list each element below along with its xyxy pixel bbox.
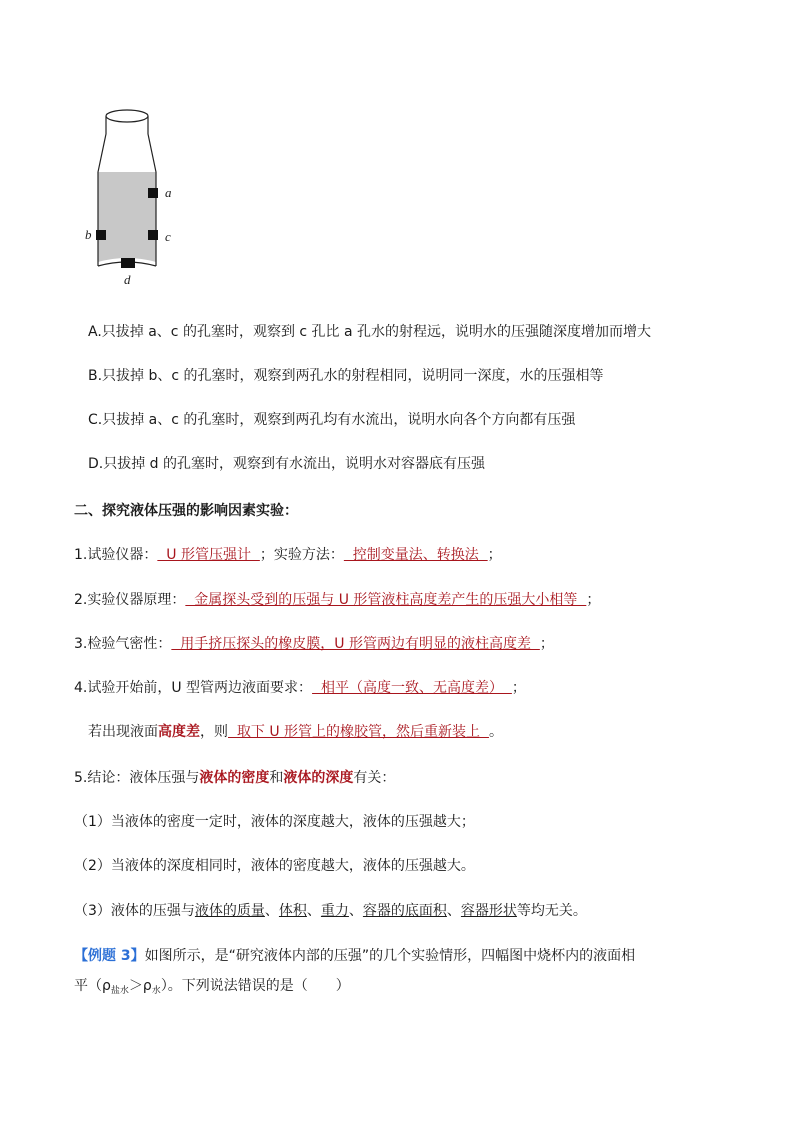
item-4-end: ； xyxy=(511,680,526,696)
item-3-text: 3.检验气密性： xyxy=(74,636,172,652)
example-3-text: 如图所示，是“研究液体内部的压强”的几个实验情形，四幅图中烧杯内的液面相 xyxy=(144,948,636,964)
item-5-keyword-density: 液体的密度 xyxy=(199,770,270,786)
item-4 xyxy=(74,678,526,698)
conclusion-3-end: 等均无关。 xyxy=(516,903,587,919)
conclusion-3-gravity: 重力 xyxy=(320,903,349,919)
item-4-text: 4.试验开始前，U 型管两边液面要求： xyxy=(74,680,313,696)
container-diagram xyxy=(84,104,194,289)
item-4-answer: 相平（高度一致、无高度差） xyxy=(312,680,512,696)
item-4-followup-text: 若出现液面 xyxy=(88,724,158,740)
item-1-answer-1: U 形管压强计 xyxy=(157,547,260,563)
conclusion-3-sep: 、 xyxy=(446,903,461,919)
item-2-text: 2.实验仪器原理： xyxy=(74,592,186,608)
option-b: B.只拔掉 b、c 的孔塞时，观察到两孔水的射程相同，说明同一深度，水的压强相等 xyxy=(88,368,604,384)
label-c: c xyxy=(165,229,171,244)
example-3-text-3: ＞ρ xyxy=(128,978,152,994)
item-4-keyword: 高度差 xyxy=(158,724,200,740)
example-3-sub-saltwater: 盐水 xyxy=(110,986,129,996)
item-1-answer-2: 控制变量法、转换法 xyxy=(343,547,488,563)
label-a: a xyxy=(165,185,172,200)
section-title: 二、探究液体压强的影响因素实验： xyxy=(74,503,298,519)
item-4-followup-answer: 取下 U 形管上的橡胶管，然后重新装上 xyxy=(228,724,489,740)
bottle-mouth xyxy=(106,110,148,122)
conclusion-3-sep: 、 xyxy=(264,903,279,919)
item-2-end: ； xyxy=(586,592,601,608)
item-5-text-2: 和 xyxy=(269,770,284,786)
hole-b xyxy=(96,230,106,240)
item-1-text-2: ；实验方法： xyxy=(259,547,344,563)
option-c: C.只拔掉 a、c 的孔塞时，观察到两孔均有水流出，说明水向各个方向都有压强 xyxy=(88,412,576,428)
item-2 xyxy=(74,590,600,610)
option-d: D.只拔掉 d 的孔塞时，观察到有水流出，说明水对容器底有压强 xyxy=(88,456,486,472)
hole-a xyxy=(148,188,158,198)
item-1-end: ； xyxy=(487,547,502,563)
example-3-line-1 xyxy=(74,946,635,966)
item-5-end: 有关： xyxy=(353,770,396,786)
conclusion-3-text: （3）液体的压强与 xyxy=(74,903,195,919)
item-3-answer: 用手挤压探头的橡皮膜，U 形管两边有明显的液柱高度差 xyxy=(171,636,540,652)
example-3-sub-water: 水 xyxy=(151,986,161,996)
conclusion-3-shape: 容器形状 xyxy=(460,903,517,919)
option-a: A.只拔掉 a、c 的孔塞时，观察到 c 孔比 a 孔水的射程远，说明水的压强随深度增加而增大 xyxy=(88,324,652,340)
item-3 xyxy=(74,634,554,654)
label-b: b xyxy=(85,227,92,242)
example-3-tag: 【例题 3】 xyxy=(74,948,145,964)
item-4-followup xyxy=(88,722,503,742)
hole-c xyxy=(148,230,158,240)
conclusion-2: （2）当液体的深度相同时，液体的密度越大，液体的压强越大。 xyxy=(74,858,475,874)
example-3-line-2 xyxy=(74,976,350,1001)
item-4-followup-text-2: ，则 xyxy=(200,724,228,740)
hole-d xyxy=(121,258,135,268)
item-5 xyxy=(74,768,395,788)
example-3-text-2: 平（ρ xyxy=(74,978,111,994)
conclusion-3-volume: 体积 xyxy=(278,903,307,919)
conclusion-3 xyxy=(74,901,587,921)
item-1 xyxy=(74,545,502,565)
conclusion-3-base-area: 容器的底面积 xyxy=(362,903,447,919)
conclusion-3-mass: 液体的质量 xyxy=(194,903,265,919)
container-figure xyxy=(84,104,194,293)
conclusion-1: （1）当液体的密度一定时，液体的深度越大，液体的压强越大； xyxy=(74,814,475,830)
conclusion-3-sep: 、 xyxy=(306,903,321,919)
item-5-keyword-depth: 液体的深度 xyxy=(283,770,354,786)
label-d: d xyxy=(124,272,131,287)
example-3-text-4: ）。下列说法错误的是（ ） xyxy=(160,978,350,994)
item-1-text: 1.试验仪器： xyxy=(74,547,158,563)
item-2-answer: 金属探头受到的压强与 U 形管液柱高度差产生的压强大小相等 xyxy=(185,592,587,608)
item-4-followup-end: 。 xyxy=(488,724,503,740)
conclusion-3-sep: 、 xyxy=(348,903,363,919)
water xyxy=(98,172,156,262)
item-5-text: 5.结论：液体压强与 xyxy=(74,770,200,786)
item-3-end: ； xyxy=(539,636,554,652)
